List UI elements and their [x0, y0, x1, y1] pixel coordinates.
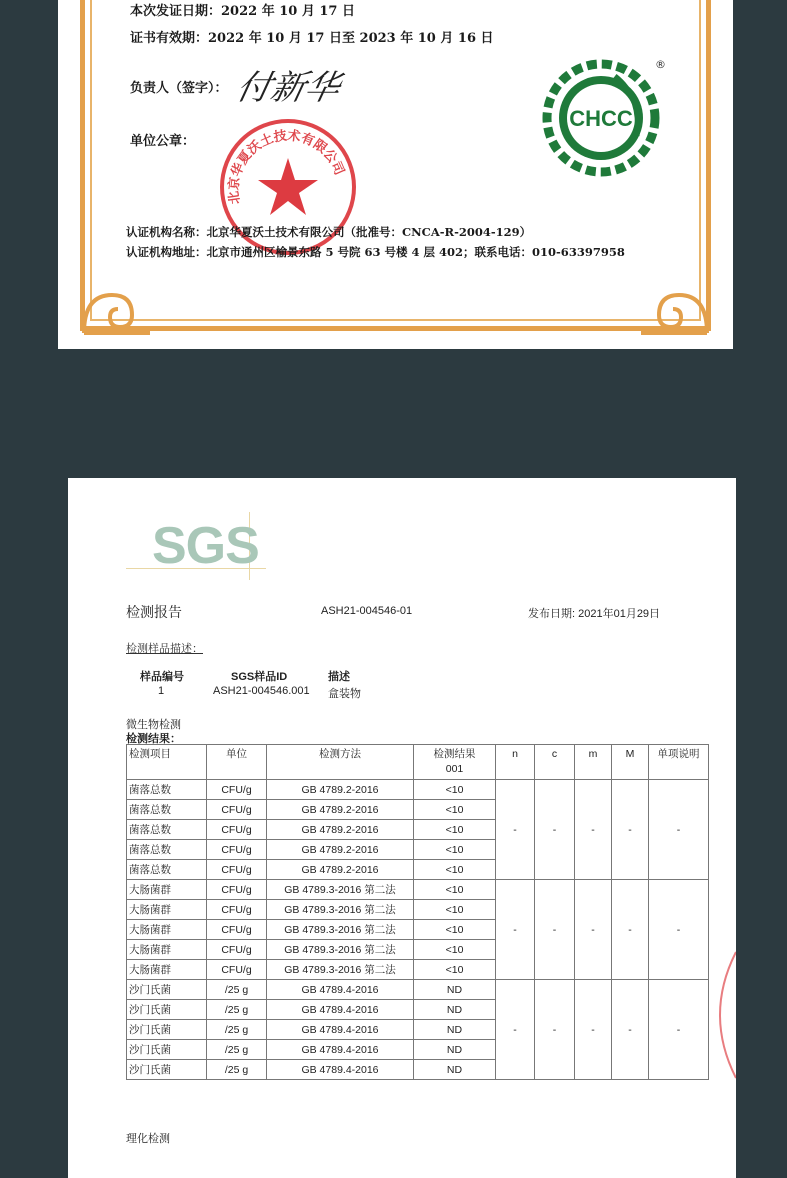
cell-unit: CFU/g	[207, 820, 267, 840]
cell-method: GB 4789.2-2016	[267, 800, 414, 820]
seal-text: 北京华夏沃土技术有限公司	[226, 128, 347, 205]
cell-result: <10	[414, 780, 496, 800]
cell-method: GB 4789.2-2016	[267, 820, 414, 840]
cell-unit: CFU/g	[207, 800, 267, 820]
cell-n: -	[496, 880, 535, 980]
cell-item: 大肠菌群	[127, 900, 207, 920]
cell-m: -	[575, 880, 612, 980]
cell-unit: CFU/g	[207, 860, 267, 880]
corner-ornament-left-icon	[82, 265, 152, 335]
org-address-line: 认证机构地址：北京市通州区榆景东路 5 号院 63 号楼 4 层 402；联系电话：010-63397958	[126, 245, 625, 259]
cell-result: ND	[414, 1040, 496, 1060]
cell-result: ND	[414, 1020, 496, 1040]
sample-value-no: 1	[158, 685, 165, 697]
cell-item: 菌落总数	[127, 840, 207, 860]
edge-stamp-icon	[700, 950, 736, 1080]
test-report-page	[68, 478, 736, 1178]
cell-method: GB 4789.3-2016 第二法	[267, 920, 414, 940]
cell-item: 菌落总数	[127, 800, 207, 820]
cell-unit: CFU/g	[207, 920, 267, 940]
cell-method: GB 4789.3-2016 第二法	[267, 900, 414, 920]
signature: 付新华	[233, 68, 344, 108]
cell-unit: /25 g	[207, 1040, 267, 1060]
cell-unit: CFU/g	[207, 840, 267, 860]
validity-line: 证书有效期：2022 年 10 月 17 日至 2023 年 10 月 16 日	[130, 31, 494, 46]
cell-n: -	[496, 780, 535, 880]
microbiology-label: 微生物检测	[126, 719, 181, 731]
cell-result: <10	[414, 900, 496, 920]
cell-item: 沙门氏菌	[127, 980, 207, 1000]
cell-item: 沙门氏菌	[127, 1060, 207, 1080]
report-number: ASH21-004546-01	[321, 605, 413, 617]
sample-value-desc: 盒装物	[328, 688, 361, 700]
cell-result: <10	[414, 860, 496, 880]
cell-item: 大肠菌群	[127, 960, 207, 980]
col-header-M: M	[612, 745, 649, 780]
cell-n: -	[496, 980, 535, 1080]
cell-method: GB 4789.2-2016	[267, 780, 414, 800]
cell-unit: /25 g	[207, 1020, 267, 1040]
results-label: 检测结果：	[126, 733, 181, 745]
col-header-c: c	[535, 745, 575, 780]
cell-item: 沙门氏菌	[127, 1000, 207, 1020]
table-row	[127, 880, 709, 900]
sample-value-id: ASH21-004546.001	[213, 685, 310, 697]
col-header-method: 检测方法	[267, 745, 414, 780]
col-header-item: 检测项目	[127, 745, 207, 780]
cell-unit: CFU/g	[207, 880, 267, 900]
cell-method: GB 4789.3-2016 第二法	[267, 880, 414, 900]
cell-c: -	[535, 880, 575, 980]
cell-result: <10	[414, 880, 496, 900]
cell-method: GB 4789.4-2016	[267, 1060, 414, 1080]
results-table	[126, 744, 709, 1080]
cell-result: <10	[414, 820, 496, 840]
cell-unit: /25 g	[207, 980, 267, 1000]
cell-result: ND	[414, 1060, 496, 1080]
cell-result: ND	[414, 1000, 496, 1020]
table-row	[127, 980, 709, 1000]
cell-item: 大肠菌群	[127, 920, 207, 940]
cell-m: -	[575, 980, 612, 1080]
col-header-remark: 单项说明	[649, 745, 709, 780]
cell-remark: -	[649, 880, 709, 980]
registered-mark: ®	[655, 58, 666, 71]
signer-label: 负责人（签字）：	[130, 81, 228, 96]
cell-method: GB 4789.3-2016 第二法	[267, 940, 414, 960]
chcc-logo-text: CHCC	[569, 106, 633, 131]
cell-remark: -	[649, 980, 709, 1080]
physicochemical-label: 理化检测	[126, 1133, 170, 1145]
org-name-line: 认证机构名称：北京华夏沃土技术有限公司（批准号：CNCA-R-2004-129）	[126, 225, 532, 239]
sgs-logo: SGS	[152, 517, 259, 575]
cell-item: 沙门氏菌	[127, 1040, 207, 1060]
cell-result: <10	[414, 920, 496, 940]
cell-remark: -	[649, 780, 709, 880]
cell-item: 菌落总数	[127, 860, 207, 880]
cell-item: 大肠菌群	[127, 880, 207, 900]
cell-method: GB 4789.4-2016	[267, 1020, 414, 1040]
sample-header-id: SGS样品ID	[231, 671, 288, 683]
cell-M: -	[612, 780, 649, 880]
cell-item: 沙门氏菌	[127, 1020, 207, 1040]
col-header-m: m	[575, 745, 612, 780]
sample-header-desc: 描述	[328, 671, 350, 683]
cell-item: 菌落总数	[127, 780, 207, 800]
col-header-result: 检测结果 001	[414, 745, 496, 780]
chcc-logo	[541, 56, 661, 181]
cell-unit: CFU/g	[207, 900, 267, 920]
cell-method: GB 4789.2-2016	[267, 840, 414, 860]
cell-method: GB 4789.4-2016	[267, 1040, 414, 1060]
report-issue-date: 发布日期: 2021年01月29日	[528, 608, 661, 620]
table-row	[127, 780, 709, 800]
cell-result: <10	[414, 940, 496, 960]
cell-c: -	[535, 780, 575, 880]
cell-M: -	[612, 880, 649, 980]
sample-header-no: 样品编号	[140, 671, 184, 683]
cell-unit: CFU/g	[207, 940, 267, 960]
certificate-page	[58, 0, 733, 349]
cell-result: <10	[414, 840, 496, 860]
cell-unit: CFU/g	[207, 960, 267, 980]
cell-m: -	[575, 780, 612, 880]
table-header-row	[127, 745, 709, 780]
cell-method: GB 4789.2-2016	[267, 860, 414, 880]
issue-date-line: 本次发证日期：2022 年 10 月 17 日	[130, 4, 355, 19]
cell-unit: /25 g	[207, 1060, 267, 1080]
report-title: 检测报告	[126, 605, 182, 621]
cell-c: -	[535, 980, 575, 1080]
cell-method: GB 4789.3-2016 第二法	[267, 960, 414, 980]
seal-label: 单位公章：	[130, 134, 196, 149]
cell-result: ND	[414, 980, 496, 1000]
corner-ornament-right-icon	[639, 265, 709, 335]
cell-method: GB 4789.4-2016	[267, 1000, 414, 1020]
cell-result: <10	[414, 800, 496, 820]
cell-method: GB 4789.4-2016	[267, 980, 414, 1000]
cell-unit: CFU/g	[207, 780, 267, 800]
col-header-n: n	[496, 745, 535, 780]
cell-M: -	[612, 980, 649, 1080]
cell-result: <10	[414, 960, 496, 980]
col-header-unit: 单位	[207, 745, 267, 780]
cell-unit: /25 g	[207, 1000, 267, 1020]
sample-description-label: 检测样品描述：	[126, 643, 203, 655]
cell-item: 大肠菌群	[127, 940, 207, 960]
cell-item: 菌落总数	[127, 820, 207, 840]
